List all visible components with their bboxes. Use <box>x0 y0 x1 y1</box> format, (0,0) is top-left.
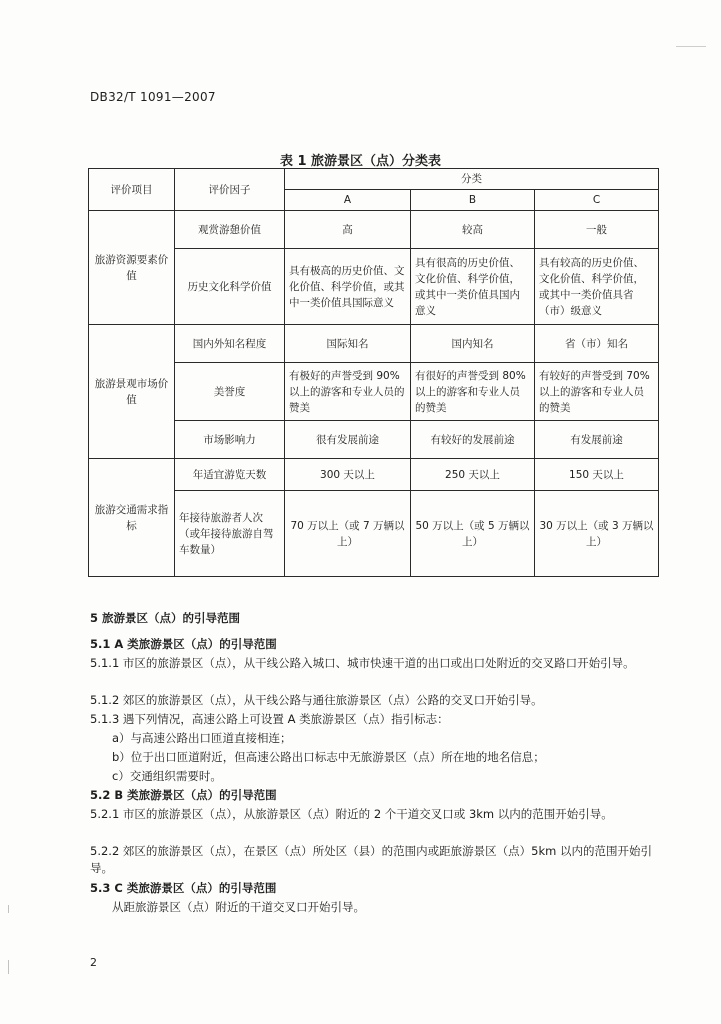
table-row <box>89 491 659 577</box>
value-cell-b: 具有很高的历史价值、文化价值、科学价值，或其中一类价值具国内意义 <box>411 249 535 325</box>
list-item-b: b）位于出口匝道附近，但高速公路出口标志中无旅游景区（点）所在地的地名信息； <box>112 750 545 764</box>
clause-5-3-text: 从距旅游景区（点）附近的干道交叉口开始引导。 <box>112 900 365 914</box>
table-row <box>89 421 659 459</box>
value-cell-b: 有较好的发展前途 <box>411 421 535 459</box>
class-a-header: A <box>285 190 411 211</box>
value-cell-c: 150 天以上 <box>535 459 659 491</box>
value-cell-b: 50 万以上（或 5 万辆以上） <box>411 491 535 577</box>
value-cell-a: 高 <box>285 211 411 249</box>
scan-mark <box>676 46 706 47</box>
header-class: 分类 <box>285 169 659 190</box>
value-cell-a: 很有发展前途 <box>285 421 411 459</box>
table-row <box>89 363 659 421</box>
value-cell-b: 有很好的声誉受到 80%以上的游客和专业人员的赞美 <box>411 363 535 421</box>
clause-5-1-2: 5.1.2 郊区的旅游景区（点），从干线公路与通往旅游景区（点）公路的交叉口开始引导。 <box>90 693 543 707</box>
value-cell-b: 较高 <box>411 211 535 249</box>
factor-cell: 观赏游憩价值 <box>175 211 285 249</box>
page-number: 2 <box>90 956 97 969</box>
value-cell-c: 一般 <box>535 211 659 249</box>
clause-5-2-1: 5.2.1 市区的旅游景区（点），从旅游景区（点）附近的 2 个干道交叉口或 3km 以内的范围开始引导。 <box>90 807 613 821</box>
header-item: 评价项目 <box>89 169 175 211</box>
value-cell-a: 70 万以上（或 7 万辆以上） <box>285 491 411 577</box>
factor-cell: 国内外知名程度 <box>175 325 285 363</box>
value-cell-a: 300 天以上 <box>285 459 411 491</box>
table-row <box>89 325 659 363</box>
value-cell-a: 国际知名 <box>285 325 411 363</box>
classification-table <box>88 168 659 577</box>
table-row <box>89 249 659 325</box>
header-factor: 评价因子 <box>175 169 285 211</box>
section-5-3-heading: 5.3 C 类旅游景区（点）的引导范围 <box>90 881 277 895</box>
class-b-header: B <box>411 190 535 211</box>
list-item-c: c）交通组织需要时。 <box>112 769 222 783</box>
clause-5-1-3: 5.1.3 遇下列情况，高速公路上可设置 A 类旅游景区（点）指引标志： <box>90 712 449 726</box>
factor-cell: 美誉度 <box>175 363 285 421</box>
clause-5-1-1: 5.1.1 市区的旅游景区（点），从干线公路入城口、城市快速干道的出口或出口处附近的交叉路口开始引导。 <box>90 656 635 670</box>
value-cell-a: 有极好的声誉受到 90%以上的游客和专业人员的赞美 <box>285 363 411 421</box>
value-cell-c: 有发展前途 <box>535 421 659 459</box>
list-item-a: a）与高速公路出口匝道直接相连； <box>112 731 292 745</box>
value-cell-b: 国内知名 <box>411 325 535 363</box>
group-traffic-demand: 旅游交通需求指标 <box>89 459 175 577</box>
clause-5-2-2: 5.2.2 郊区的旅游景区（点），在景区（点）所处区（县）的范围内或距旅游景区（点）5km 以内的范围开始引导。 <box>90 844 652 875</box>
scan-mark <box>8 960 9 974</box>
factor-cell: 年适宜游览天数 <box>175 459 285 491</box>
section-5-heading: 5 旅游景区（点）的引导范围 <box>90 611 241 625</box>
value-cell-c: 省（市）知名 <box>535 325 659 363</box>
class-c-header: C <box>535 190 659 211</box>
factor-cell: 年接待旅游者人次（或年接待旅游自驾车数量） <box>175 491 285 577</box>
value-cell-c: 30 万以上（或 3 万辆以上） <box>535 491 659 577</box>
factor-cell: 市场影响力 <box>175 421 285 459</box>
section-5-1-heading: 5.1 A 类旅游景区（点）的引导范围 <box>90 637 277 651</box>
table-row <box>89 459 659 491</box>
table-row <box>89 211 659 249</box>
factor-cell: 历史文化科学价值 <box>175 249 285 325</box>
value-cell-a: 具有极高的历史价值、文化价值、科学价值，或其中一类价值具国际意义 <box>285 249 411 325</box>
section-5-2-heading: 5.2 B 类旅游景区（点）的引导范围 <box>90 788 277 802</box>
standard-code: DB32/T 1091—2007 <box>90 90 216 104</box>
value-cell-c: 有较好的声誉受到 70%以上的游客和专业人员的赞美 <box>535 363 659 421</box>
value-cell-c: 具有较高的历史价值、文化价值、科学价值，或其中一类价值具省（市）级意义 <box>535 249 659 325</box>
group-market-value: 旅游景观市场价值 <box>89 325 175 459</box>
value-cell-b: 250 天以上 <box>411 459 535 491</box>
table-title: 表 1 旅游景区（点）分类表 <box>279 154 442 169</box>
scan-mark <box>8 905 9 913</box>
group-resource-value: 旅游资源要素价值 <box>89 211 175 325</box>
